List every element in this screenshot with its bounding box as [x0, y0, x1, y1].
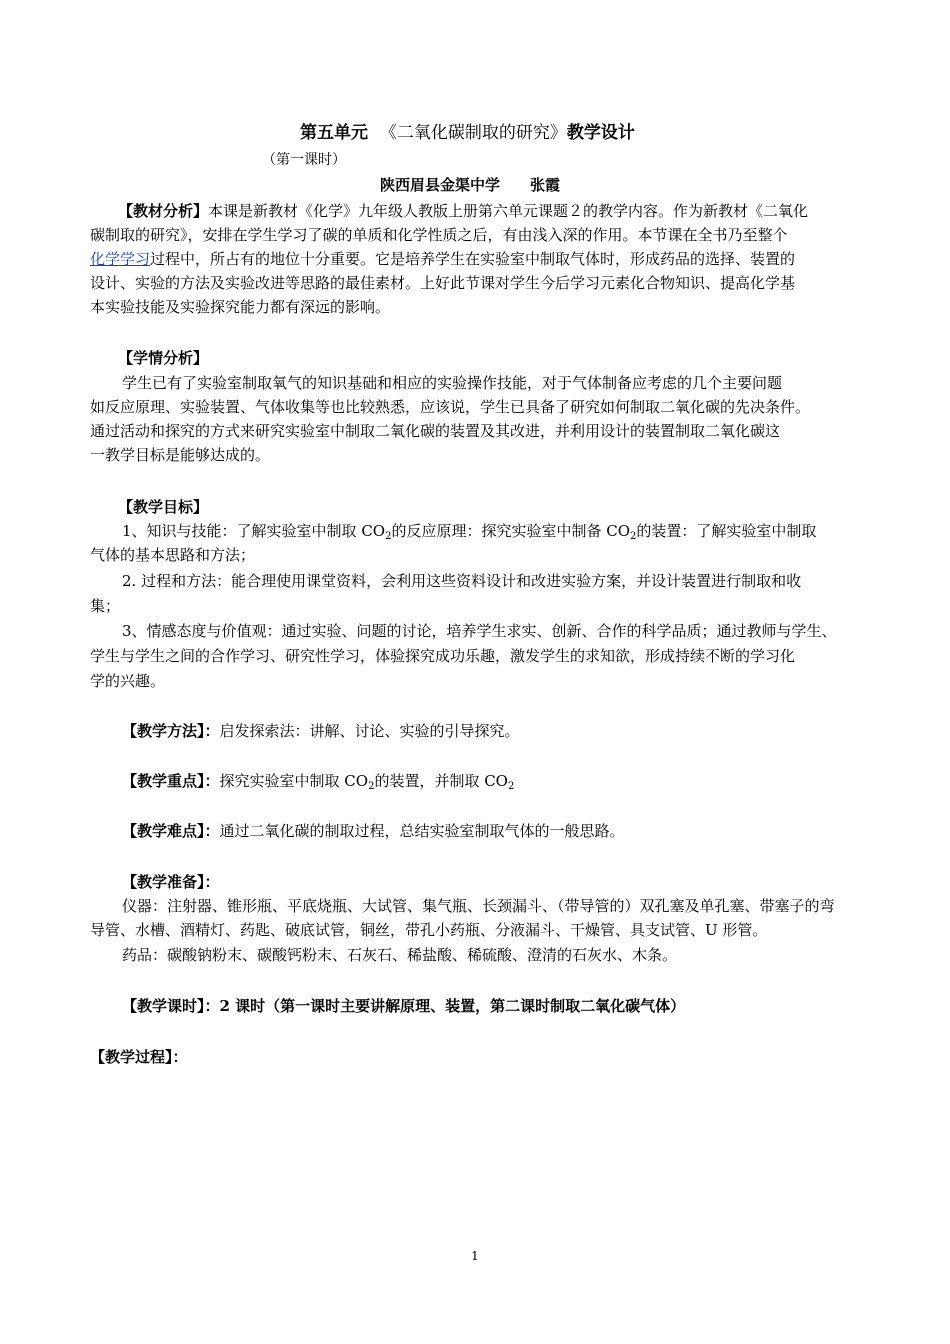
fangfa-text: 启发探索法：讲解、讨论、实验的引导探究。: [219, 722, 520, 740]
mubiao-text-1b: 的反应原理：探究实验室中制备 CO: [391, 522, 631, 540]
title-suffix: 教学设计: [566, 123, 635, 143]
fangfa-heading: 【教学方法】：: [122, 722, 220, 740]
mubiao-line-5: 3、情感态度与价值观：通过实验、问题的讨论，培养学生求实、创新、合作的科学品质；通过教师与学生、: [122, 622, 837, 640]
zhunbei-line-1: 仪器：注射器、锥形瓶、平底烧瓶、大试管、集气瓶、长颈漏斗、（带导管的）双孔塞及单孔塞、带塞子的弯: [122, 897, 835, 915]
zhunbei-line-2: 导管、水槽、酒精灯、药匙、破底试管，铜丝，带孔小药瓶、分液漏斗、干燥管、具支试管、U 形管。: [90, 921, 768, 939]
keshi-line: [122, 996, 685, 1016]
zhunbei-line-3: 药品：碳酸钠粉末、碳酸钙粉末、石灰石、稀盐酸、稀硫酸、澄清的石灰水、木条。: [122, 946, 678, 964]
mubiao-line-6: 学生与学生之间的合作学习、研究性学习，体验探究成功乐趣，激发学生的求知欲，形成持续不断的学习化: [90, 647, 796, 665]
guocheng-heading: 【教学过程】：: [90, 1048, 188, 1066]
jiaocai-line-2: 碳制取的研究》，安排在学生学习了碳的单质和化学性质之后，有由浅入深的作用。本节课在全书乃至整个: [90, 226, 788, 244]
author-line: 陕西眉县金渠中学 张霞: [380, 176, 561, 194]
lesson-label: （第一课时）: [262, 152, 346, 168]
zhongdian-text-a: 探究实验室中制取 CO: [219, 772, 369, 790]
jiaocai-line-1: [118, 201, 808, 221]
keshi-heading: 【教学课时】：: [122, 997, 220, 1015]
nandian-text: 通过二氧化碳的制取过程，总结实验室制取气体的一般思路。: [219, 822, 625, 840]
jiaocai-line-5: 本实验技能及实验探究能力都有深远的影响。: [90, 298, 391, 316]
xueqing-line-4: 一教学目标是能够达成的。: [90, 446, 271, 464]
fangfa-line: [122, 721, 520, 741]
jiaocai-line-3: [90, 249, 795, 269]
title-topic: 《二氧化碳制取的研究》: [379, 123, 567, 143]
co2-subscript: 2: [368, 781, 375, 792]
keshi-text: 2 课时（第一课时主要讲解原理、装置，第二课时制取二氧化碳气体）: [219, 997, 686, 1015]
xueqing-line-3: 通过活动和探究的方式来研究实验室中制取二氧化碳的装置及其改进，并利用设计的装置制取二氧化碳这: [90, 422, 781, 440]
xueqing-line-2: 如反应原理、实验装置、气体收集等也比较熟悉，应该说，学生已具备了研究如何制取二氧化碳的先决条件。: [90, 398, 811, 416]
jiaocai-text-3: 过程中，所占有的地位十分重要。它是培养学生在实验室中制取气体时，形成药品的选择、装置的: [150, 250, 796, 268]
mubiao-line-2: 气体的基本思路和方法；: [90, 546, 256, 564]
mubiao-text-1a: 1、知识与技能：了解实验室中制取 CO: [122, 522, 386, 540]
jiaocai-text-1: 本课是新教材《化学》九年级人教版上册第六单元课题２的教学内容。作为新教材《二氧化: [208, 202, 809, 220]
mubiao-line-4: 集；: [90, 597, 121, 615]
co2-subscript: 2: [385, 531, 392, 542]
page-number: 1: [471, 1249, 479, 1263]
co2-subscript: 2: [507, 781, 515, 792]
xueqing-heading: 【学情分析】: [118, 349, 209, 367]
xueqing-line-1: 学生已有了实验室制取氧气的知识基础和相应的实验操作技能，对于气体制备应考虑的几个主要问题: [122, 374, 783, 392]
zhongdian-heading: 【教学重点】：: [122, 772, 220, 790]
nandian-line: [122, 821, 625, 841]
mubiao-text-1c: 的装置：了解实验室中制取: [636, 522, 817, 540]
zhongdian-text-b: 的装置，并制取 CO: [374, 772, 508, 790]
jiaocai-heading: 【教材分析】: [118, 202, 209, 220]
zhunbei-heading: 【教学准备】：: [122, 873, 220, 891]
title-unit: 第五单元: [300, 123, 368, 143]
nandian-heading: 【教学难点】：: [122, 822, 220, 840]
mubiao-heading: 【教学目标】: [118, 498, 209, 516]
chemistry-study-link[interactable]: 化学学习: [90, 250, 151, 268]
mubiao-line-1: [122, 521, 816, 541]
co2-subscript: 2: [630, 531, 637, 542]
zhongdian-line: [122, 771, 514, 791]
jiaocai-line-4: 设计、实验的方法及实验改进等思路的最佳素材。上好此节课对学生今后学习元素化合物知识、提高化学基: [90, 274, 796, 292]
mubiao-line-3: 2. 过程和方法：能合理使用课堂资料，会利用这些资料设计和改进实验方案，并设计装置进行制取和收: [122, 572, 802, 590]
doc-title: [300, 123, 635, 143]
mubiao-line-7: 学的兴趣。: [90, 672, 166, 690]
